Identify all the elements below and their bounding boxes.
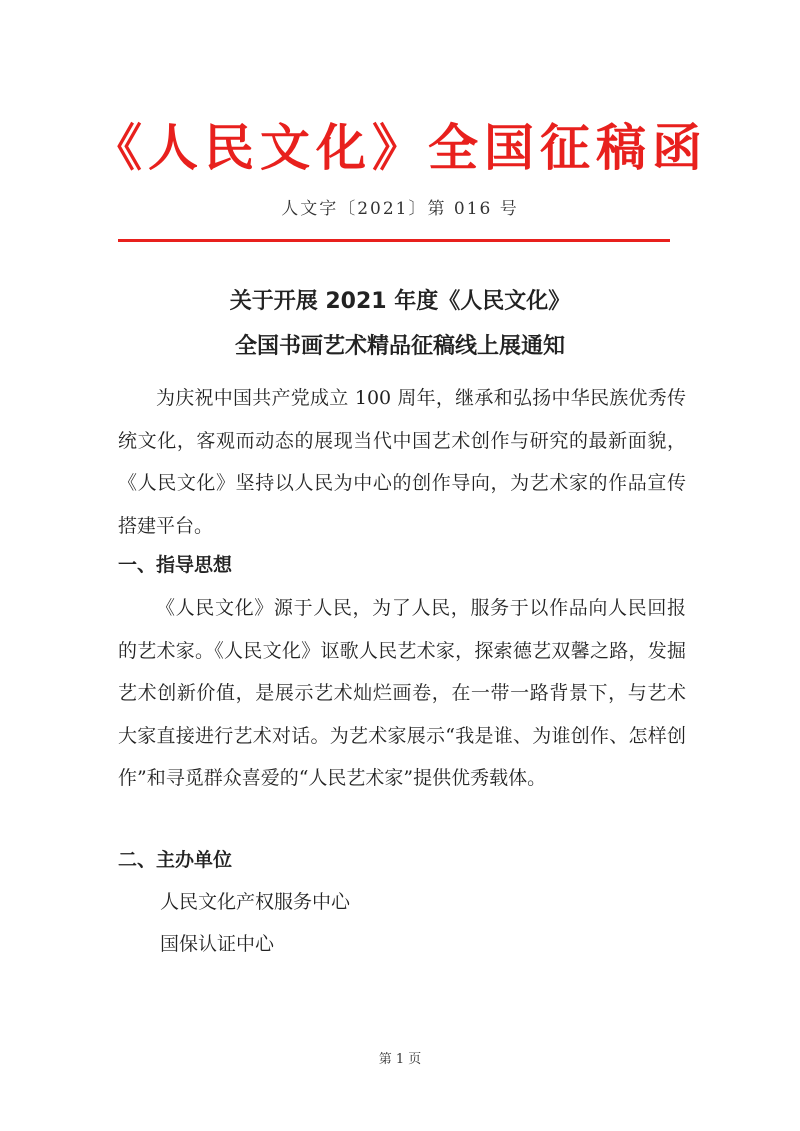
organizer-item: 国保认证中心 xyxy=(160,933,275,955)
page-number: 第 1 页 xyxy=(378,1052,422,1067)
intro-paragraph: 为庆祝中国共产党成立 100 周年，继承和弘扬中华民族优秀传统文化，客观而动态的展现当代中国艺术创作与研究的最新面貌，《人民文化》坚持以人民为中心的创作导向，为艺术家的作品宣传搭建平台。 xyxy=(118,387,686,537)
guiding-ideology-paragraph: 《人民文化》源于人民，为了人民，服务于以作品向人民回报的艺术家。《人民文化》讴歌人民艺术家，探索德艺双馨之路，发掘艺术创新价值，是展示艺术灿烂画卷，在一带一路背景下，与艺术大家直接进行艺术对话。为艺术家展示“我是谁、为谁创作、怎样创作”和寻觅群众喜爱的“人民艺术家”提供优秀载体。 xyxy=(118,597,686,789)
section-heading-guiding-ideology: 一、指导思想 xyxy=(118,554,233,576)
red-divider xyxy=(118,239,670,242)
masthead-title: 《人民文化》全国征稿函 xyxy=(92,119,708,177)
notice-title-line-1: 关于开展 2021 年度《人民文化》 xyxy=(229,289,571,314)
notice-title-line-2: 全国书画艺术精品征稿线上展通知 xyxy=(234,334,565,359)
document-number: 人文字〔2021〕第 016 号 xyxy=(281,199,519,219)
organizer-item: 人民文化产权服务中心 xyxy=(160,891,351,913)
section-heading-organizers: 二、主办单位 xyxy=(118,849,233,871)
